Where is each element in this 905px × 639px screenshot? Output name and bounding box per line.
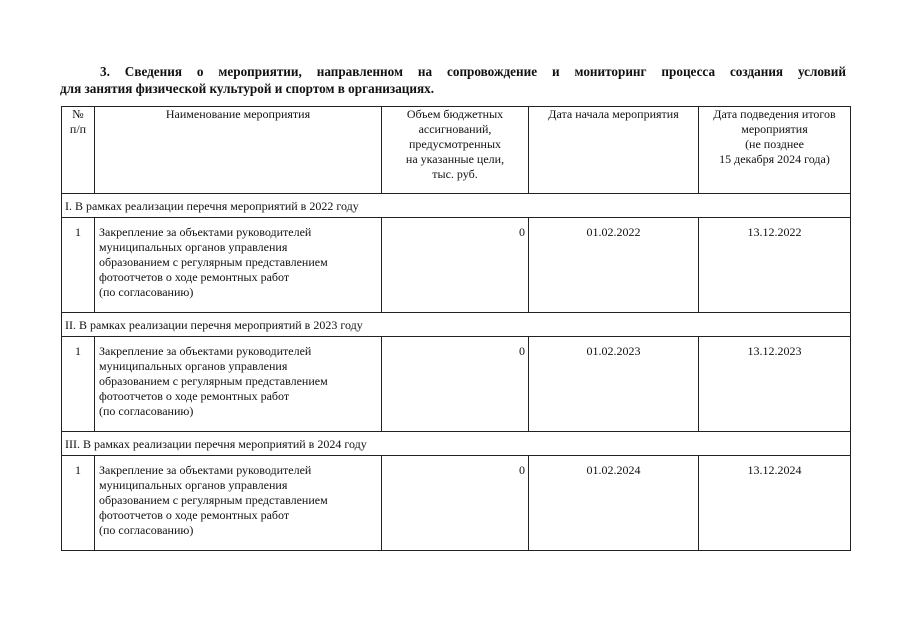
header-start-date: Дата начала мероприятия <box>529 107 699 194</box>
table-section-row <box>62 432 851 456</box>
table-row <box>62 337 851 432</box>
table-header-row <box>62 107 851 194</box>
table-section-row <box>62 313 851 337</box>
row-start-date: 01.02.2022 <box>529 218 699 313</box>
header-number: № п/п <box>62 107 95 194</box>
row-end-date: 13.12.2022 <box>699 218 851 313</box>
table-row <box>62 456 851 551</box>
header-event-name: Наименование мероприятия <box>95 107 382 194</box>
table-row <box>62 218 851 313</box>
row-start-date: 01.02.2024 <box>529 456 699 551</box>
row-number: 1 <box>62 456 95 551</box>
row-event-name: Закрепление за объектами руководителей муниципальных органов управления образованием с регулярным представлением фотоотчетов о ходе ремонтных работ (по согласованию) <box>95 218 382 313</box>
row-budget: 0 <box>382 218 529 313</box>
section-title: II. В рамках реализации перечня мероприятий в 2023 году <box>62 313 851 337</box>
header-budget: Объем бюджетных ассигнований, предусмотренных на указанные цели, тыс. руб. <box>382 107 529 194</box>
row-budget: 0 <box>382 337 529 432</box>
header-end-date: Дата подведения итогов мероприятия (не позднее 15 декабря 2024 года) <box>699 107 851 194</box>
row-start-date: 01.02.2023 <box>529 337 699 432</box>
row-number: 1 <box>62 337 95 432</box>
events-table <box>61 106 851 551</box>
row-number: 1 <box>62 218 95 313</box>
table-section-row <box>62 194 851 218</box>
row-end-date: 13.12.2023 <box>699 337 851 432</box>
row-event-name: Закрепление за объектами руководителей муниципальных органов управления образованием с регулярным представлением фотоотчетов о ходе ремонтных работ (по согласованию) <box>95 337 382 432</box>
row-end-date: 13.12.2024 <box>699 456 851 551</box>
section-heading-line-2: для занятия физической культурой и спортом в организациях. <box>60 81 435 96</box>
row-budget: 0 <box>382 456 529 551</box>
section-title: I. В рамках реализации перечня мероприятий в 2022 году <box>62 194 851 218</box>
row-event-name: Закрепление за объектами руководителей муниципальных органов управления образованием с регулярным представлением фотоотчетов о ходе ремонтных работ (по согласованию) <box>95 456 382 551</box>
section-title: III. В рамках реализации перечня мероприятий в 2024 году <box>62 432 851 456</box>
section-heading <box>60 63 846 97</box>
section-heading-line-1: 3. Сведения о мероприятии, направленном на сопровождение и мониторинг процесса создания условий <box>100 64 846 79</box>
